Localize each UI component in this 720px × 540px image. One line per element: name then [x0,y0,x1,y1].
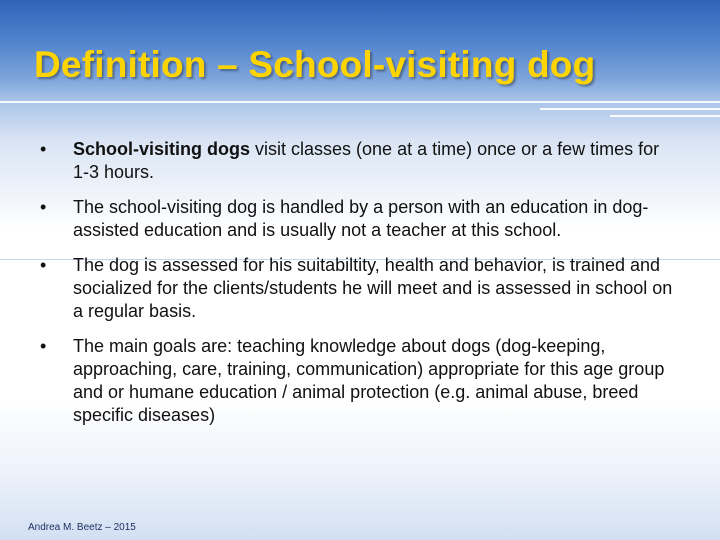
header-rule-short [540,108,720,110]
bullet-item [40,196,680,242]
bullet-list [40,138,680,427]
bullet-icon: • [40,197,47,217]
bullet-bold-text: School-visiting dogs [73,139,251,159]
bullet-icon: • [40,255,47,275]
bullet-icon: • [40,139,47,159]
bullet-text: The main goals are: teaching knowledge about dogs (dog-keeping, approaching, care, training, communication) appropriate for this age group and or humane education / animal protection (e.g. animal abuse, breed specific diseases) [73,336,665,425]
bullet-icon: • [40,336,47,356]
bullet-item [40,254,680,323]
header-rule-shorter [610,115,720,117]
footer-author: Andrea M. Beetz – 2015 [28,522,136,533]
header-rule [0,101,720,103]
bullet-text: visit classes (one at a time) once or a few times for 1-3 hours. [73,139,660,182]
bullet-item [40,138,680,184]
slide-title: Definition – School-visiting dog [34,44,596,85]
bullet-text: The dog is assessed for his suitabiltity, health and behavior, is trained and socialized for the clients/students he will meet and is assessed in school on a regular basis. [73,255,673,321]
bullet-text: The school-visiting dog is handled by a person with an education in dog-assisted education and is usually not a teacher at this school. [73,197,649,240]
bullet-item [40,335,680,427]
